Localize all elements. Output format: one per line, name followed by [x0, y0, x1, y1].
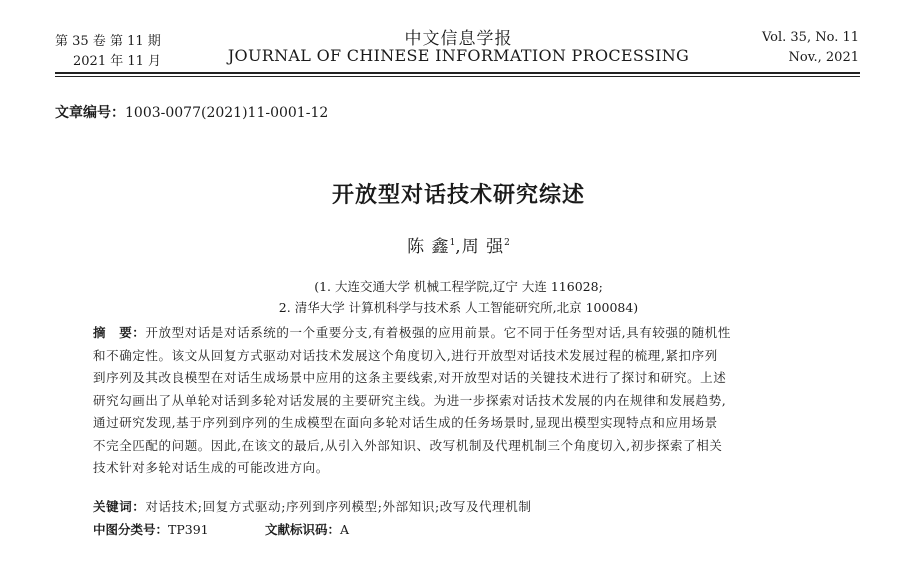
keywords-label: 关键词： — [93, 499, 146, 514]
classification-value: TP391 — [168, 522, 209, 537]
affiliation-1: (1. 大连交通大学 机械工程学院,辽宁 大连 116028; — [314, 279, 603, 294]
volume-issue-en: Vol. 35, No. 11 — [761, 30, 859, 45]
author-separator: , — [455, 237, 462, 257]
abstract-label: 摘 要： — [93, 325, 146, 340]
document-code-value: A — [340, 522, 350, 537]
author-1-affiliation-mark: 1 — [449, 238, 456, 248]
journal-title-cn: 中文信息学报 — [404, 29, 513, 49]
header-rule-thin — [55, 76, 860, 77]
volume-issue: 第 35 卷 第 11 期 — [55, 34, 161, 49]
authors — [0, 232, 917, 257]
journal-title-en: JOURNAL OF CHINESE INFORMATION PROCESSING — [227, 46, 690, 65]
classification-number — [93, 520, 209, 538]
keywords — [93, 497, 531, 515]
publication-date-en: Nov., 2021 — [788, 50, 859, 65]
abstract-line: 技术针对多轮对话生成的可能改进方向。 — [93, 460, 329, 475]
article-number-value: 1003-0077(2021)11-0001-12 — [125, 105, 329, 121]
author-2: 周 强 — [461, 237, 505, 257]
author-1: 陈 鑫 — [407, 237, 450, 257]
abstract-line: 研究勾画出了从单轮对话到多轮对话发展的主要研究主线。为进一步探索对话技术发展的内在规律和发展趋势, — [93, 392, 727, 408]
document-code — [265, 520, 349, 538]
abstract-line: 和不确定性。该文从回复方式驱动对话技术发展这个角度切入,进行开放型对话技术发展过程的梳理,紧扣序列 — [93, 347, 718, 363]
affiliation-2: 2. 清华大学 计算机科学与技术系 人工智能研究所,北京 100084) — [278, 300, 639, 315]
abstract-line: 不完全匹配的问题。因此,在该文的最后,从引入外部知识、改写机制及代理机制三个角度切入,初步探索了相关 — [93, 437, 723, 453]
author-2-affiliation-mark: 2 — [504, 238, 510, 248]
header-rule-thick — [55, 72, 860, 74]
abstract-line: 通过研究发现,基于序列到序列的生成模型在面向多轮对话生成的任务场景时,显现出模型实现特点和应用场景 — [93, 415, 718, 430]
document-code-label: 文献标识码： — [265, 522, 341, 537]
keywords-value: 对话技术;回复方式驱动;序列到序列模型;外部知识;改写及代理机制 — [145, 499, 532, 514]
abstract-text: 开放型对话是对话系统的一个重要分支,有着极强的应用前景。它不同于任务型对话,具有较强的随机性 — [145, 325, 731, 340]
abstract-line: 到序列及其改良模型在对话生成场景中应用的这条主要线索,对开放型对话的关键技术进行了探讨和研究。上述 — [93, 370, 727, 385]
classification-label: 中图分类号： — [93, 522, 169, 537]
article-number — [55, 102, 328, 122]
paper-title: 开放型对话技术研究综述 — [331, 183, 585, 208]
abstract-line — [93, 322, 833, 345]
article-number-label: 文章编号： — [55, 105, 125, 121]
abstract — [93, 322, 833, 480]
publication-date: 2021 年 11 月 — [73, 54, 162, 69]
